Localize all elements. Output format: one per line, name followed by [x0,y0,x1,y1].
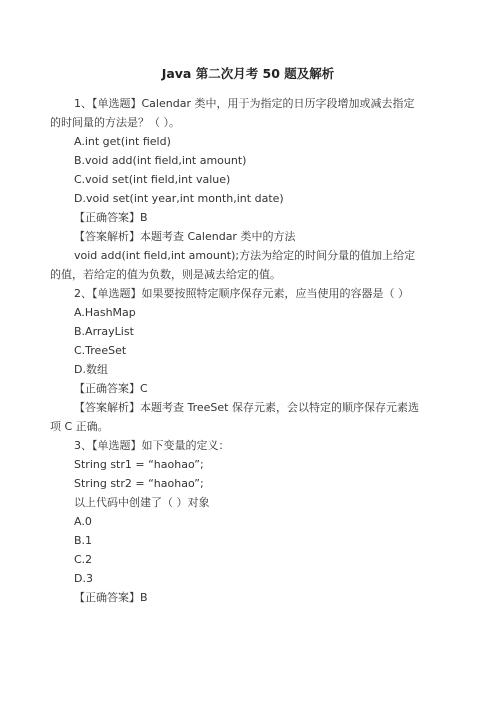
q2-option-a: A.HashMap [74,306,136,319]
q3-prompt: 以上代码中创建了（ ）对象 [74,496,210,509]
q1-option-d: D.void set(int year,int month,int date) [74,192,284,205]
q2-option-c: C.TreeSet [74,344,127,357]
q2-option-b: B.ArrayList [74,325,134,338]
q1-option-b: B.void add(int field,int amount) [74,154,247,167]
q3-option-a: A.0 [74,515,92,528]
q2-stem: 2、【单选题】如果要按照特定顺序保存元素，应当使用的容器是（ ） [74,287,409,300]
document-title: Java 第二次月考 50 题及解析 [161,66,335,81]
q3-option-c: C.2 [74,553,93,566]
q3-option-b: B.1 [74,534,93,547]
q1-option-a: A.int get(int field) [74,135,171,148]
q3-option-d: D.3 [74,572,93,585]
q2-option-d: D.数组 [74,363,108,376]
q1-answer: 【正确答案】B [74,211,148,224]
q2-answer: 【正确答案】C [74,382,148,395]
q2-analysis: 【答案解析】本题考查 TreeSet 保存元素，会以特定的顺序保存元素选项 C 正确。 [50,401,419,433]
q3-code-line-1: String str1 = “haohao”; [74,458,204,471]
q3-stem: 3、【单选题】如下变量的定义： [74,439,230,452]
q1-analysis-body: void add(int field,int amount);方法为给定的时间分量的值加上给定的值，若给定的值为负数，则是减去给定的值。 [50,249,416,281]
q1-analysis-title: 【答案解析】本题考查 Calendar 类中的方法 [74,230,296,243]
q1-option-c: C.void set(int field,int value) [74,173,231,186]
q1-stem: 1、【单选题】Calendar 类中，用于为指定的日历字段增加或减去指定的时间量的方法是？（ ）。 [50,97,415,129]
q3-code-line-2: String str2 = “haohao”; [74,477,204,490]
q3-answer: 【正确答案】B [74,591,148,604]
document-body [50,94,420,607]
